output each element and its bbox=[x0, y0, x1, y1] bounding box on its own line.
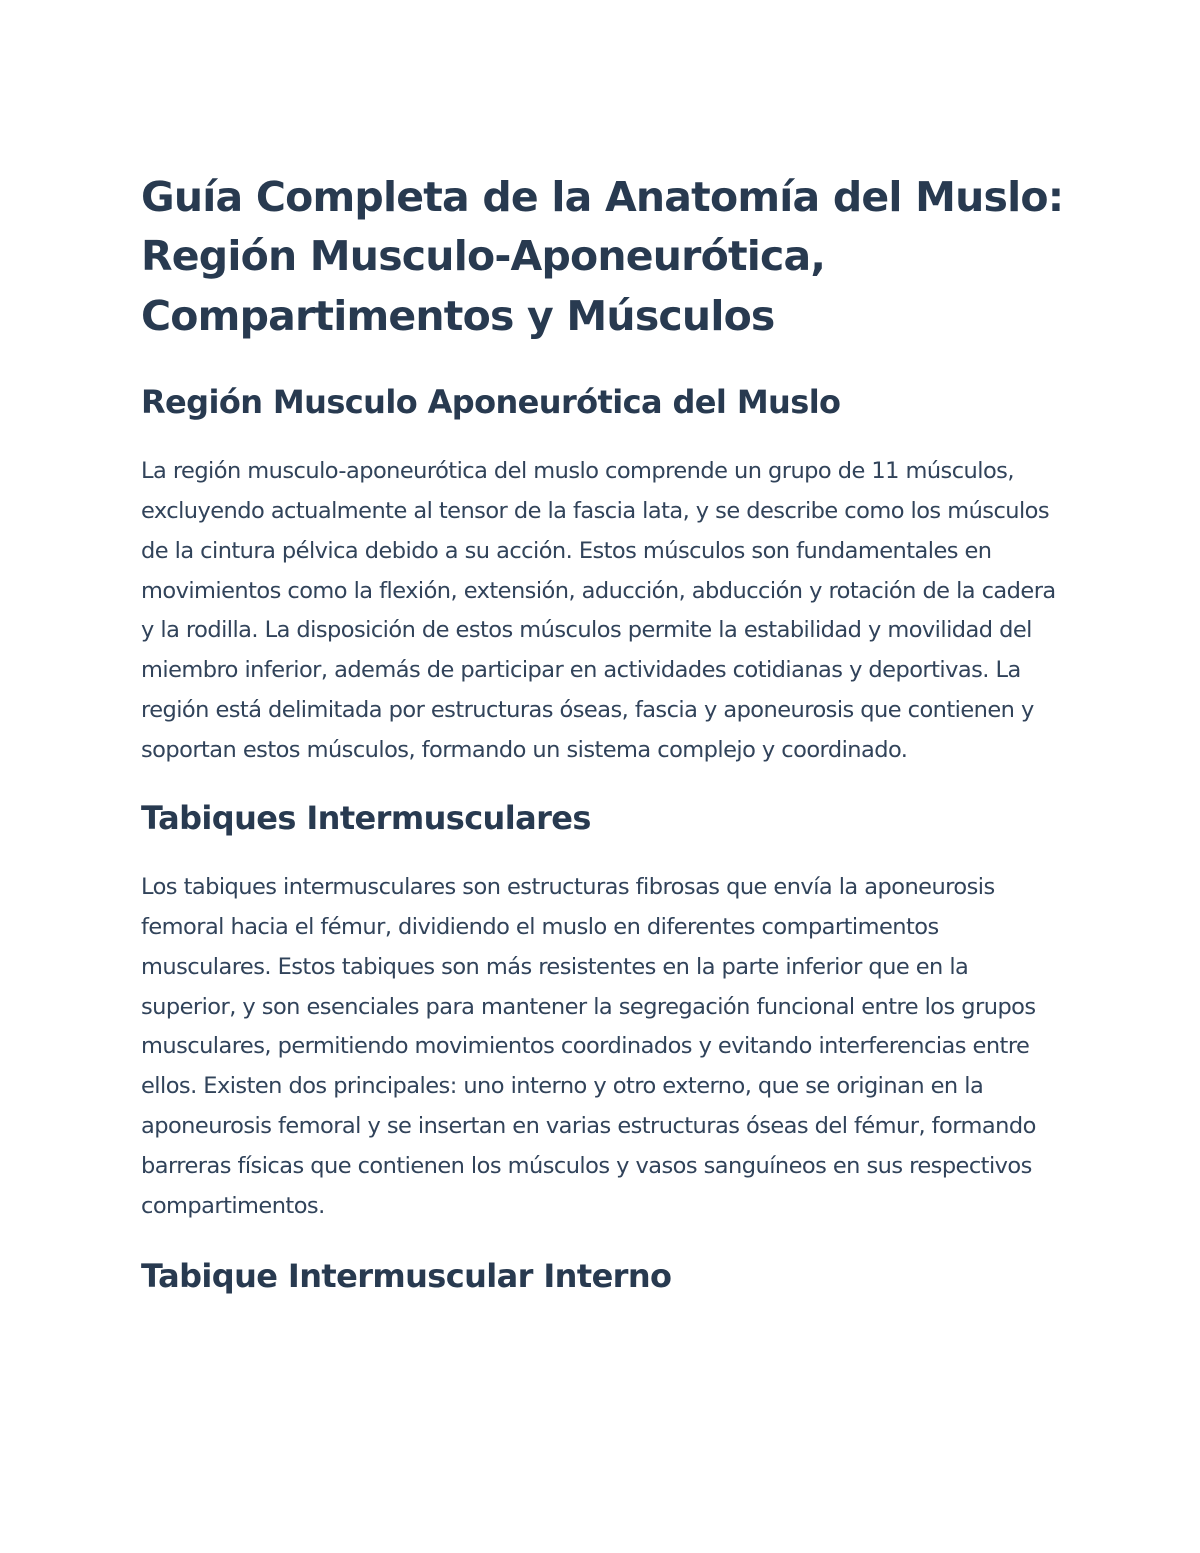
section-paragraph-region-musculo-aponeurotica: La región musculo-aponeurótica del muslo comprende un grupo de 11 músculos, excluyendo actualmente al tensor de la fascia lata, y se describe como los músculos de la cintura pélvica debido a su acción. Estos músculos son fundamentales en movimientos como la flexión, extensión, aducción, abducción y rotación de la cadera y la rodilla. La disposición de estos músculos permite la estabilidad y movilidad del miembro inferior, además de participar en actividades cotidianas y deportivas. La región está delimitada por estructuras óseas, fascia y aponeurosis que contienen y soportan estos músculos, formando un sistema complejo y coordinado. bbox=[141, 458, 1056, 763]
document-title: Guía Completa de la Anatomía del Muslo: Región Musculo-Aponeurótica, Compartimentos y Músculos bbox=[141, 173, 1064, 340]
section-paragraph-tabiques-intermusculares: Los tabiques intermusculares son estructuras fibrosas que envía la aponeurosis femoral hacia el fémur, dividiendo el muslo en diferentes compartimentos musculares. Estos tabiques son más resistentes en la parte inferior que en la superior, y son esenciales para mantener la segregación funcional entre los grupos musculares, permitiendo movimientos coordinados y evitando interferencias entre ellos. Existen dos principales: uno interno y otro externo, que se originan en la aponeurosis femoral y se insertan en varias estructuras óseas del fémur, formando barreras físicas que contienen los músculos y vasos sanguíneos en sus respectivos compartimentos. bbox=[141, 874, 1036, 1219]
document-page bbox=[141, 168, 1066, 1299]
section-heading-tabiques-intermusculares: Tabiques Intermusculares bbox=[141, 799, 591, 838]
section-heading-region-musculo-aponeurotica: Región Musculo Aponeurótica del Muslo bbox=[141, 383, 841, 422]
section-heading-tabique-intermuscular-interno: Tabique Intermuscular Interno bbox=[141, 1257, 672, 1296]
